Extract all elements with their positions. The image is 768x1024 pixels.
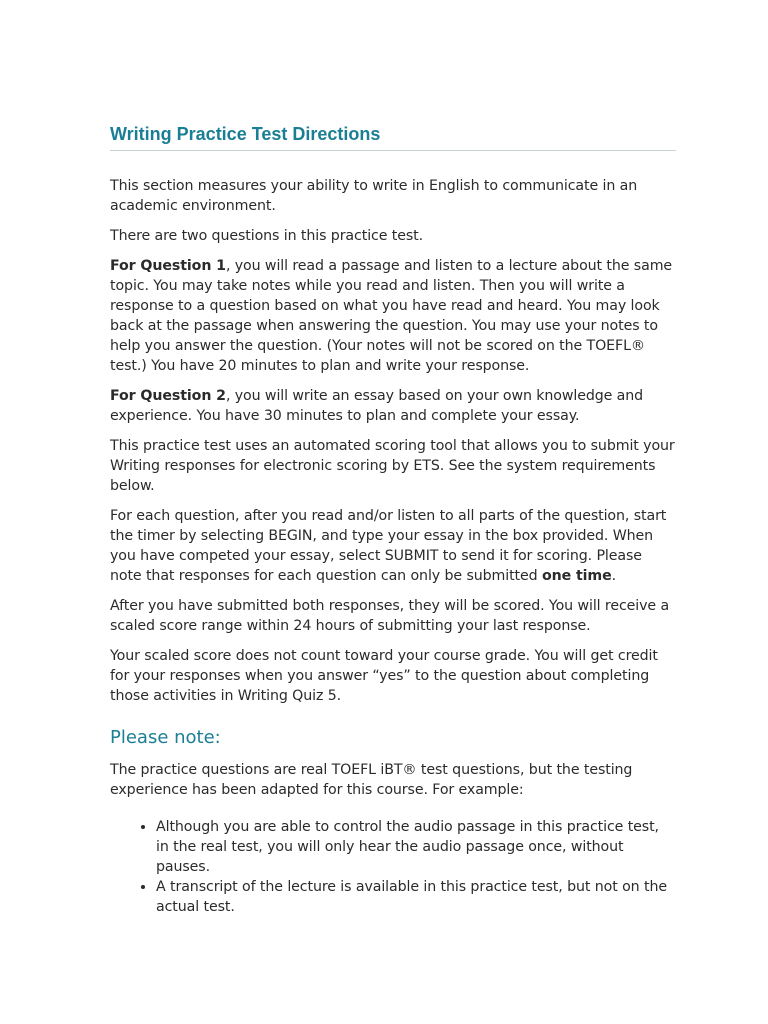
- page-title: Writing Practice Test Directions: [110, 124, 676, 151]
- question-2-text: , you will write an essay based on your own knowledge and experience. You have 30 minutes to plan and complete your essay.: [110, 388, 644, 424]
- question-2-label: For Question 2: [110, 388, 226, 404]
- scoring-paragraph: After you have submitted both responses, they will be scored. You will receive a scaled score range within 24 hours of submitting your last response.: [110, 598, 670, 634]
- question-1-text: , you will read a passage and listen to a lecture about the same topic. You may take notes while you read and listen. Then you will write a response to a question based on what you have read and heard. You may look back at the passage when answering the question. You may use your notes to help you answer the question. (Your notes will not be scored on the TOEFL® test.) You have 20 minutes to plan and write your response.: [110, 258, 673, 374]
- list-item: • A transcript of the lecture is available in this practice test, but not on the actual test.: [156, 877, 676, 917]
- scoring-tool-paragraph: This practice test uses an automated scoring tool that allows you to submit your Writing responses for electronic scoring by ETS. See the system requirements below.: [110, 438, 675, 494]
- note-bullet-list: [110, 817, 676, 917]
- credit-paragraph: Your scaled score does not count toward your course grade. You will get credit for your responses when you answer “yes” to the question about completing those activities in Writing Quiz 5.: [110, 648, 658, 704]
- document-page: [110, 124, 676, 917]
- note-heading: Please note:: [110, 727, 221, 748]
- submission-emphasis: one time: [541, 568, 612, 584]
- note-paragraph: The practice questions are real TOEFL iBT® test questions, but the testing experience has been adapted for this course. For example:: [110, 762, 633, 798]
- question-2-paragraph: [110, 386, 676, 426]
- list-item: • Although you are able to control the audio passage in this practice test, in the real test, you will only hear the audio passage once, without pauses.: [156, 817, 676, 877]
- document-body: [110, 176, 676, 917]
- question-1-paragraph: [110, 256, 676, 376]
- submission-end: .: [611, 568, 617, 584]
- submission-text: For each question, after you read and/or listen to all parts of the question, start the timer by selecting BEGIN, and type your essay in the box provided. When you have competed your essay, select SUBMIT to send it for scoring. Please note that responses for each question can only be submitted: [110, 508, 667, 584]
- intro-paragraph: This section measures your ability to write in English to communicate in an academic environment.: [110, 178, 638, 214]
- question-1-label: For Question 1: [110, 258, 226, 274]
- question-count-paragraph: There are two questions in this practice test.: [110, 228, 424, 244]
- submission-paragraph: [110, 506, 676, 586]
